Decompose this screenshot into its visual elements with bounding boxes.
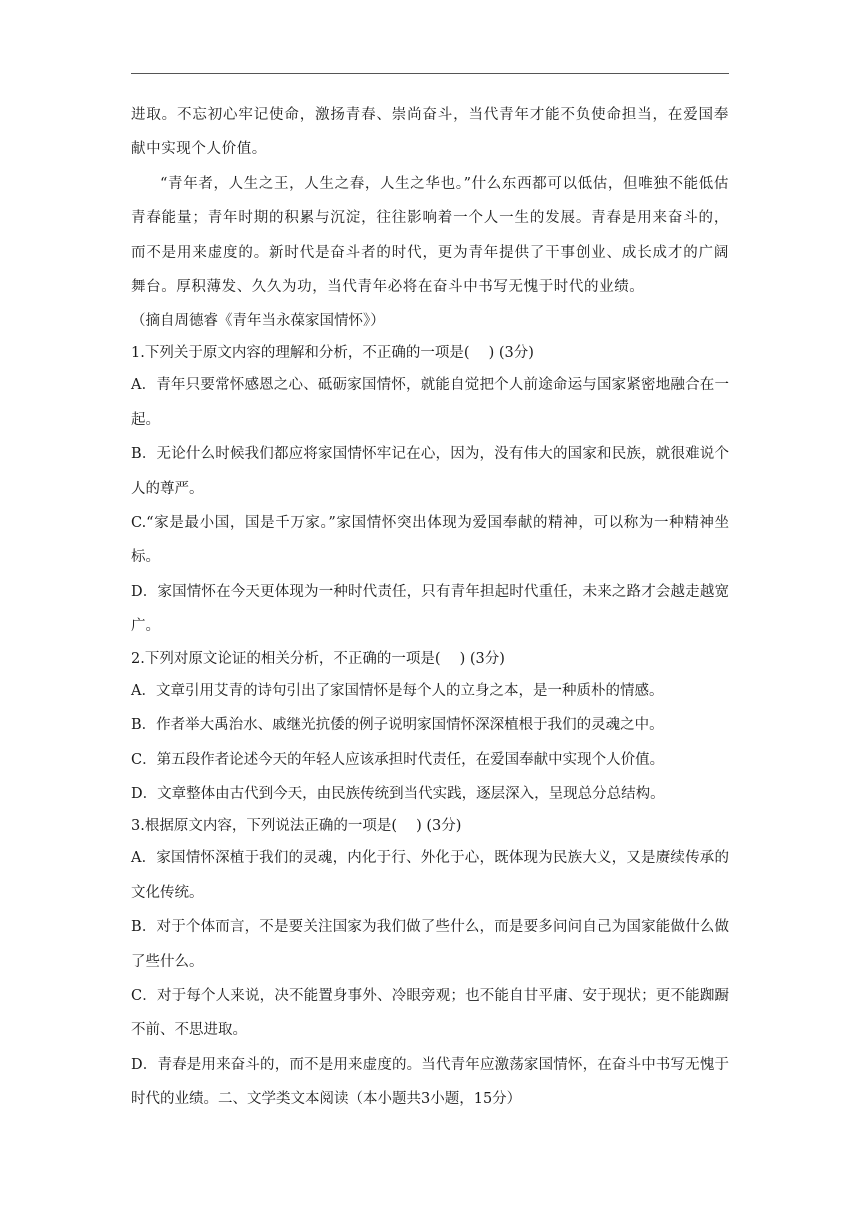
question-1 [131,338,729,643]
question-3 [131,811,729,1116]
passage-paragraph-1: 进取。不忘初心牢记使命，激扬青春、崇尚奋斗，当代青年才能不负使命担当，在爱国奉献中实现个人价值。 [131,107,729,158]
question-2 [131,644,729,812]
option-a: A．青年只要常怀感恩之心、砥砺家国情怀，就能自觉把个人前途命运与国家紧密地融合在一起。 [131,377,729,428]
passage-source: （摘自周德睿《青年当永葆家国情怀》） [131,313,385,330]
option-d: D．文章整体由古代到今天，由民族传统到当代实践，逐层深入，呈现总分总结构。 [131,785,665,802]
header-rule [131,73,729,74]
question-stem: 2.下列对原文论证的相关分析，不正确的一项是( ) (3分) [131,650,505,667]
option-c: C．对于每个人来说，决不能置身事外、冷眼旁观；也不能自甘平庸、安于现状；更不能踟蹰不前、不思进取。 [131,987,729,1039]
option-b: B．对于个体而言，不是要关注国家为我们做了些什么，而是要多问问自己为国家能做什么做了些什么。 [131,919,729,970]
question-stem: 1.下列关于原文内容的理解和分析，不正确的一项是( ) (3分) [131,345,534,362]
option-b: B．无论什么时候我们都应将家国情怀牢记在心，因为，没有伟大的国家和民族，就很难说个人的尊严。 [131,446,729,497]
option-c: C.“家是最小国，国是千万家。”家国情怀突出体现为爱国奉献的精神，可以称为一种精神坐标。 [131,515,729,566]
option-a: A．家国情怀深植于我们的灵魂，内化于行、外化于心，既体现为民族大义，又是赓续传承的文化传统。 [131,850,729,901]
option-c: C．第五段作者论述今天的年轻人应该承担时代责任，在爱国奉献中实现个人价值。 [131,751,665,768]
option-a: A．文章引用艾青的诗句引出了家国情怀是每个人的立身之本，是一种质朴的情感。 [131,682,664,699]
option-d: D．青春是用来奋斗的，而不是用来虚度的。当代青年应激荡家国情怀，在奋斗中书写无愧于时代的业绩。二、文学类文本阅读（本小题共3小题，15分） [131,1056,729,1108]
option-b: B．作者举大禹治水、戚继光抗倭的例子说明家国情怀深深植根于我们的灵魂之中。 [131,717,664,734]
option-d: D．家国情怀在今天更体现为一种时代责任，只有青年担起时代重任，未来之路才会越走越宽广。 [131,583,729,635]
document-body [131,98,729,1117]
passage-paragraph-2: “青年者，人生之王，人生之春，人生之华也。”什么东西都可以低估，但唯独不能低估青春能量；青年时期的积累与沉淀，往往影响着一个人一生的发展。青春是用来奋斗的，而不是用来虚度的。新时代是奋斗者的时代，更为青年提供了干事创业、成长成才的广阔舞台。厚积薄发、久久为功，当代青年必将在奋斗中书写无愧于时代的业绩。 [131,175,729,296]
question-stem: 3.根据原文内容，下列说法正确的一项是( ) (3分) [131,818,462,835]
